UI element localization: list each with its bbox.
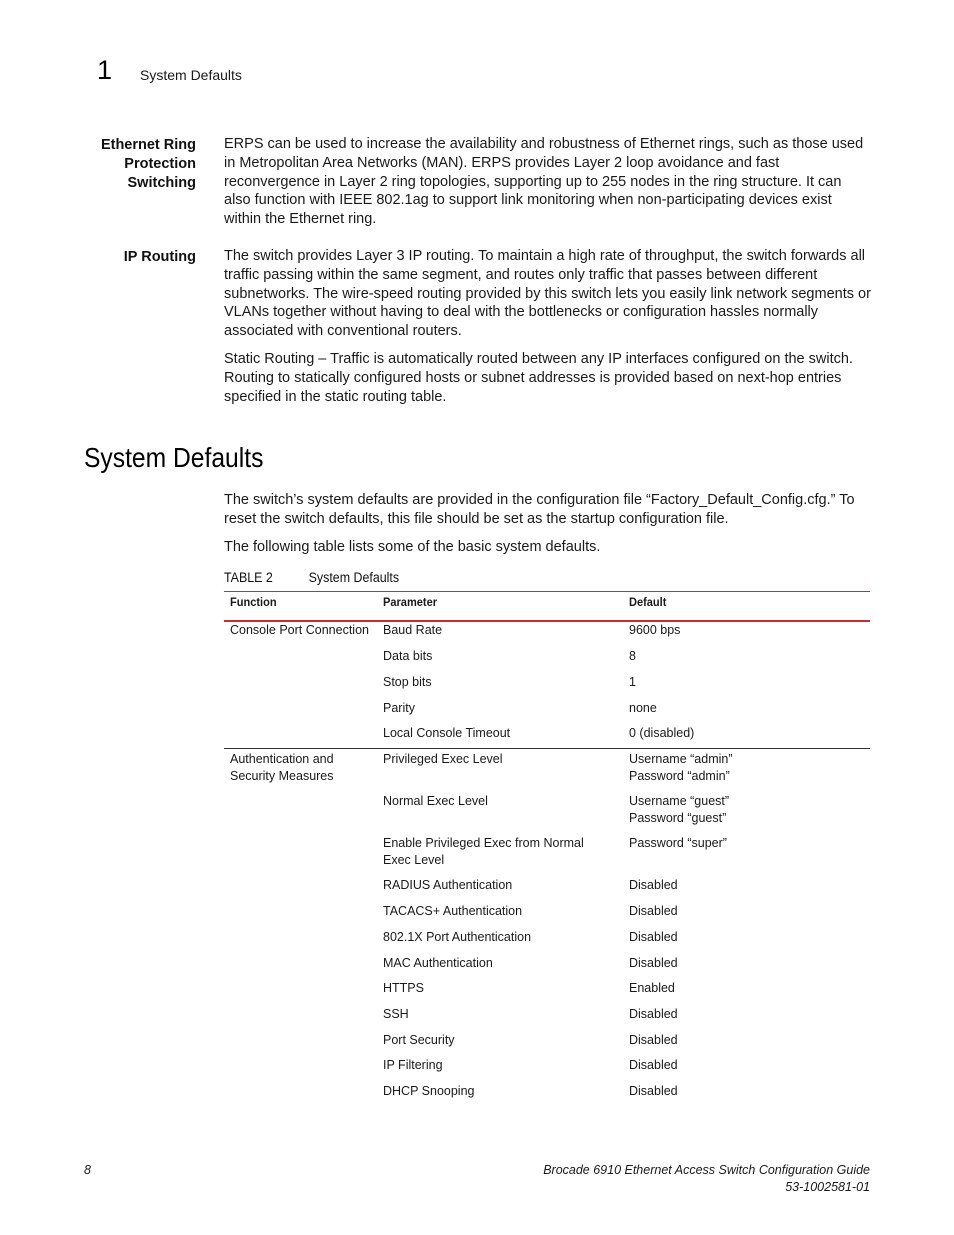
table-cell-default: Disabled — [629, 956, 678, 970]
system-defaults-body — [224, 491, 872, 556]
table-cell-parameter: MAC Authentication — [383, 956, 493, 970]
ip-routing-paragraph: The switch provides Layer 3 IP routing. To maintain a high rate of throughput, the switch forwards all traffic passing within the same segment, and routes only traffic that passes between different subnetworks. The wire-speed routing provided by this switch lets you easily link network segments or VLANs together without having to deal with the bottlenecks or configuration hassles normally associated with conventional routers. — [224, 248, 871, 340]
table-cell-parameter: Parity — [383, 701, 415, 715]
table-cell-parameter: Local Console Timeout — [383, 726, 511, 740]
table-cell-default: 0 (disabled) — [629, 726, 695, 740]
table-number: TABLE 2 — [224, 570, 273, 585]
header-function: Function — [230, 595, 277, 609]
erps-heading-line: Ethernet Ring — [100, 137, 196, 153]
table-cell-parameter: Enable Privileged Exec from Normal Exec Level — [383, 836, 584, 867]
table-cell-default: Disabled — [629, 930, 678, 944]
section-title: System Defaults — [84, 442, 264, 473]
table-cell-default: Username “admin” Password “admin” — [629, 752, 733, 783]
table-cell-default: Disabled — [629, 1007, 678, 1021]
doc-number: 53-1002581-01 — [785, 1179, 870, 1194]
page-number: 8 — [84, 1163, 91, 1177]
footer-doc-info — [543, 1162, 870, 1195]
table-cell-default: 9600 bps — [629, 623, 681, 637]
table-cell-parameter: HTTPS — [383, 981, 424, 995]
table-cell-parameter: IP Filtering — [383, 1058, 443, 1072]
erps-heading-line: Protection — [124, 156, 196, 172]
table-cell-parameter: 802.1X Port Authentication — [383, 930, 532, 944]
table-cell-parameter: Data bits — [383, 649, 433, 663]
table-cell-function: Authentication and Security Measures — [230, 752, 334, 783]
table-caption — [224, 569, 399, 587]
table-cell-parameter: SSH — [383, 1007, 409, 1021]
table-cell-default: 8 — [629, 649, 636, 663]
table-cell-parameter: Stop bits — [383, 675, 432, 689]
table-cell-default: Disabled — [629, 1058, 678, 1072]
table-cell-parameter: Port Security — [383, 1033, 455, 1047]
table-cell-parameter: Baud Rate — [383, 623, 443, 637]
erps-heading-line: Switching — [127, 175, 196, 191]
table-cell-default: Password “super” — [629, 836, 727, 850]
table-cell-parameter: TACACS+ Authentication — [383, 904, 523, 918]
table-cell-default: Disabled — [629, 1033, 678, 1047]
table-top-rule — [224, 591, 870, 592]
running-title: System Defaults — [140, 67, 242, 83]
erps-heading — [46, 136, 196, 193]
table-cell-default: Disabled — [629, 904, 678, 918]
ip-routing-heading: IP Routing — [123, 249, 196, 265]
table-cell-default: Disabled — [629, 1084, 678, 1098]
table-cell-function: Console Port Connection — [230, 623, 369, 637]
guide-title: Brocade 6910 Ethernet Access Switch Configuration Guide — [543, 1163, 870, 1177]
chapter-number: 1 — [97, 55, 113, 85]
ip-routing-body — [224, 247, 872, 406]
erps-paragraph: ERPS can be used to increase the availability and robustness of Ethernet rings, such as those used in Metropolitan Area Networks (MAN). ERPS provides Layer 2 loop avoidance and fast reconvergence in Layer 2 ring topologies, supporting up to 255 nodes in the ring structure. It can also function with IEEE 802.1ag to support link monitoring when non-participating devices exist within the Ethernet ring. — [224, 136, 864, 228]
table-cell-parameter: Privileged Exec Level — [383, 752, 503, 766]
table-cell-default: Enabled — [629, 981, 675, 995]
header-default: Default — [629, 595, 667, 609]
table-title: System Defaults — [308, 570, 400, 585]
table-group-rule — [224, 748, 870, 749]
table-cell-default: Disabled — [629, 878, 678, 892]
table-cell-parameter: RADIUS Authentication — [383, 878, 513, 892]
erps-body — [224, 135, 872, 229]
table-cell-parameter: DHCP Snooping — [383, 1084, 475, 1098]
table-intro-paragraph: The following table lists some of the basic system defaults. — [224, 538, 601, 555]
table-cell-default: Username “guest” Password “guest” — [629, 794, 730, 825]
table-cell-default: 1 — [629, 675, 636, 689]
table-cell-default: none — [629, 701, 657, 715]
system-defaults-paragraph: The switch’s system defaults are provided in the configuration file “Factory_Default_Config.cfg.” To reset the switch defaults, this file should be set as the startup configuration file. — [224, 492, 855, 527]
header-parameter: Parameter — [383, 595, 438, 609]
static-routing-paragraph: Static Routing – Traffic is automatically routed between any IP interfaces configured on the switch. Routing to statically configured hosts or subnet addresses is provided based on next-hop entries specified in the static routing table. — [224, 350, 853, 405]
table-cell-parameter: Normal Exec Level — [383, 794, 488, 808]
